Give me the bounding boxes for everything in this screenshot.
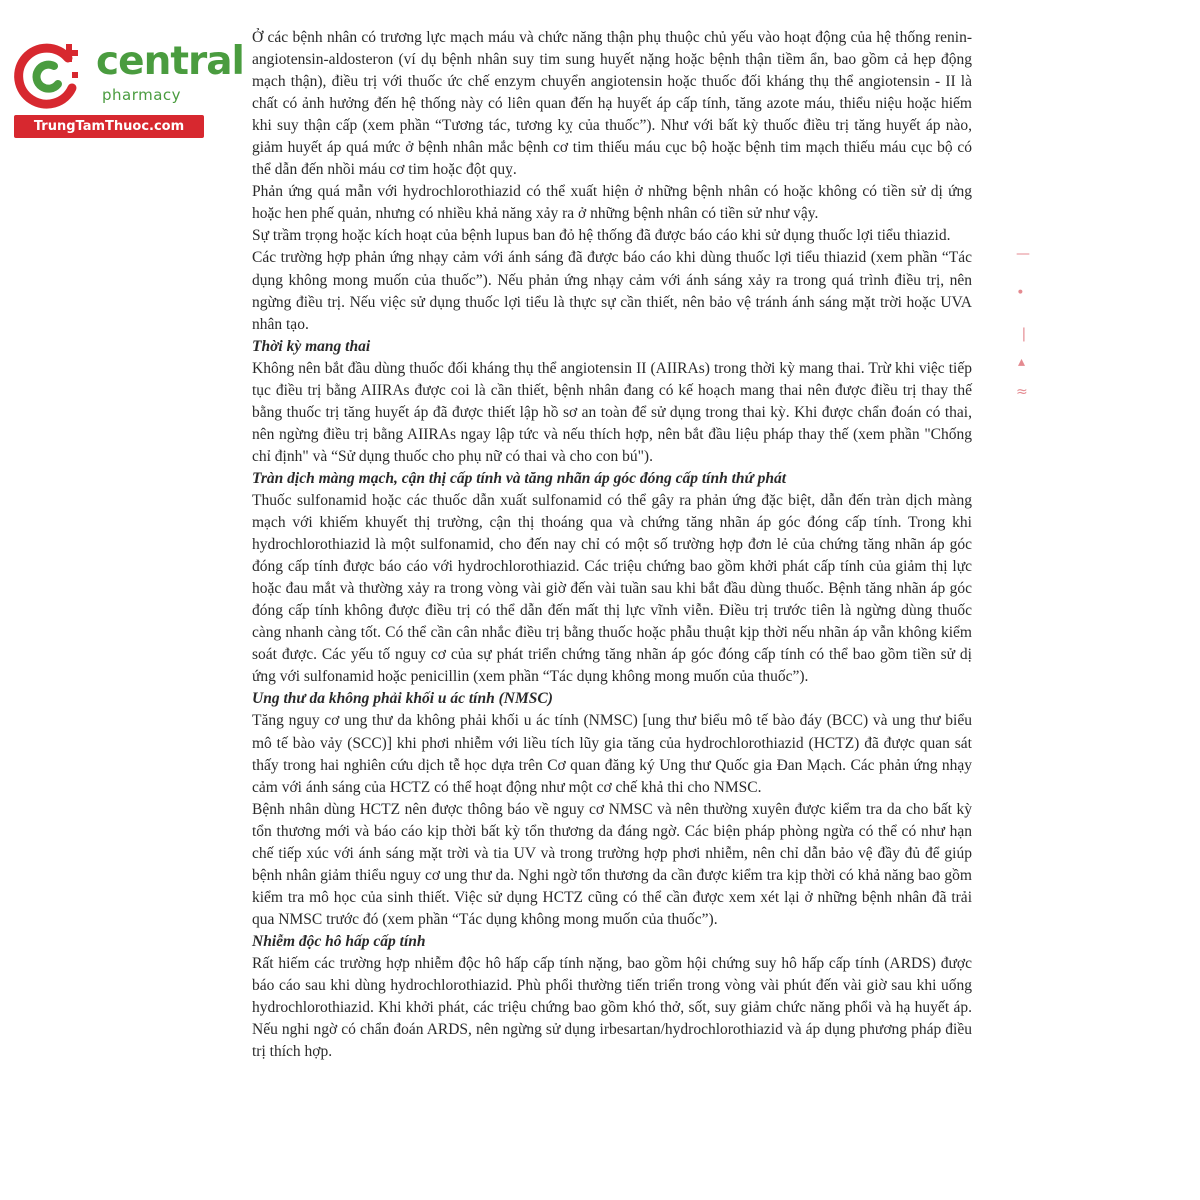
- page-edge-stamp-fragment: — ∙ ❘ ▴ ≈: [1016, 246, 1030, 400]
- section-heading-glaucoma: Tràn dịch màng mạch, cận thị cấp tính và tăng nhãn áp góc đóng cấp tính thứ phát: [252, 469, 787, 487]
- brand-logo[interactable]: [10, 34, 244, 138]
- paragraph: Sự trầm trọng hoặc kích hoạt của bệnh lupus ban đỏ hệ thống đã được báo cáo khi sử dụng thuốc lợi tiểu thiazid.: [252, 227, 951, 245]
- paragraph: Ở các bệnh nhân có trương lực mạch máu và chức năng thận phụ thuộc chủ yếu vào hoạt động của hệ thống renin-angiotensin-aldosteron (ví dụ bệnh nhân suy tim sung huyết nặng hoặc bệnh thận tiềm ẩn, bao gồm cả hẹp động mạch thận), điều trị với thuốc ức chế enzym chuyển angiotensin hoặc thuốc đối kháng thụ thể angiotensin - II là chất có ảnh hưởng đến hệ thống này có liên quan đến hạ huyết áp cấp tính, tăng azote máu, thiểu niệu hoặc hiếm khi suy thận cấp (xem phần “Tương tác, tương kỵ của thuốc”). Như với bất kỳ thuốc điều trị tăng huyết áp nào, giảm huyết áp quá mức ở bệnh nhân mắc bệnh cơ tim thiếu máu cục bộ hoặc bệnh tim mạch thiếu máu cục bộ có thể dẫn đến nhồi máu cơ tim hoặc đột quỵ.: [252, 29, 972, 179]
- brand-subtitle: pharmacy: [102, 86, 182, 104]
- central-pharmacy-logo-icon: [10, 36, 90, 116]
- paragraph: Phản ứng quá mẫn với hydrochlorothiazid có thể xuất hiện ở những bệnh nhân có hoặc không có tiền sử dị ứng hoặc hen phế quản, nhưng có nhiều khả năng xảy ra ở những bệnh nhân có tiền sử như vậy.: [252, 183, 972, 223]
- paragraph: Không nên bắt đầu dùng thuốc đối kháng thụ thể angiotensin II (AIIRAs) trong thời kỳ mang thai. Trừ khi việc tiếp tục điều trị bằng AIIRAs được coi là cần thiết, bệnh nhân đang có kế hoạch mang thai nên được điều trị thay thế bằng thuốc trị tăng huyết áp đã được thiết lập hồ sơ an toàn để sử dụng trong thai kỳ. Khi được chẩn đoán có thai, nên ngừng điều trị bằng AIIRAs ngay lập tức và nếu thích hợp, nên bắt đầu liệu pháp thay thế (xem phần "Chống chỉ định" và “Sử dụng thuốc cho phụ nữ có thai và cho con bú").: [252, 359, 972, 465]
- section-heading-pregnancy: Thời kỳ mang thai: [252, 337, 371, 355]
- paragraph: Rất hiếm các trường hợp nhiễm độc hô hấp cấp tính nặng, bao gồm hội chứng suy hô hấp cấp tính (ARDS) được báo cáo sau khi dùng hydrochlorothiazid. Phù phổi thường tiến triển trong vòng vài phút đến vài giờ sau khi uống hydrochlorothiazid. Khi khởi phát, các triệu chứng bao gồm khó thở, sốt, suy giảm chức năng phổi và hạ huyết áp. Nếu nghi ngờ có chẩn đoán ARDS, nên ngừng sử dụng irbesartan/hydrochlorothiazid và áp dụng phương pháp điều trị thích hợp.: [252, 954, 972, 1061]
- paragraph: Bệnh nhân dùng HCTZ nên được thông báo về nguy cơ NMSC và nên thường xuyên được kiểm tra da cho bất kỳ tổn thương mới và báo cáo kịp thời bất kỳ tổn thương da đáng ngờ. Các biện pháp phòng ngừa có thể có như hạn chế tiếp xúc với ánh sáng mặt trời và tia UV và trong trường hợp phơi nhiễm, nên chỉ dẫn bảo vệ đầy đủ để giúp bệnh nhân giảm thiểu nguy cơ ung thư da. Nghi ngờ tổn thương da cần được kiểm tra kịp thời có khả năng bao gồm kiểm tra mô học của sinh thiết. Việc sử dụng HCTZ cũng có thể cần được xem xét lại ở những bệnh nhân đã trải qua NMSC trước đó (xem phần “Tác dụng không mong muốn của thuốc”).: [252, 800, 972, 928]
- document-body: [252, 27, 972, 1063]
- brand-url[interactable]: TrungTamThuoc.com: [14, 115, 204, 138]
- paragraph: Thuốc sulfonamid hoặc các thuốc dẫn xuất sulfonamid có thể gây ra phản ứng đặc biệt, dẫn đến tràn dịch màng mạch với khiếm khuyết thị trường, cận thị thoáng qua và chứng tăng nhãn áp góc đóng cấp tính. Trong khi hydrochlorothiazid là một sulfonamid, cho đến nay chỉ có một số trường hợp đơn lẻ của chứng tăng nhãn áp góc đóng cấp tính được báo cáo với hydrochlorothiazid. Các triệu chứng bao gồm khởi phát cấp tính của giảm thị lực hoặc đau mắt và thường xảy ra trong vòng vài giờ đến vài tuần sau khi bắt đầu dùng thuốc. Bệnh tăng nhãn áp góc đóng cấp tính không được điều trị có thể dẫn đến mất thị lực vĩnh viễn. Điều trị trước tiên là ngừng dùng thuốc càng nhanh càng tốt. Có thể cần cân nhắc điều trị bằng thuốc hoặc phẫu thuật kịp thời nếu nhãn áp vẫn không kiểm soát được. Các yếu tố nguy cơ của sự phát triển chứng tăng nhãn áp góc đóng cấp tính có thể bao gồm tiền sử dị ứng với sulfonamid hoặc penicillin (xem phần “Tác dụng không mong muốn của thuốc”).: [252, 491, 972, 686]
- section-heading-respiratory: Nhiễm độc hô hấp cấp tính: [252, 932, 426, 950]
- paragraph: Tăng nguy cơ ung thư da không phải khối u ác tính (NMSC) [ung thư biểu mô tế bào đáy (BCC) và ung thư biểu mô tế bào vảy (SCC)] khi phơi nhiễm với liều tích lũy gia tăng của hydrochlorothiazid (HCTZ) đã được quan sát thấy trong hai nghiên cứu dịch tễ học dựa trên Cơ quan đăng ký Ung thư Quốc gia Đan Mạch. Các phản ứng nhạy cảm với ánh sáng của HCTZ có thể hoạt động như một cơ chế khả thi cho NMSC.: [252, 712, 972, 796]
- section-heading-nmsc: Ung thư da không phải khối u ác tính (NMSC): [252, 690, 553, 708]
- brand-name: central: [96, 39, 244, 84]
- paragraph: Các trường hợp phản ứng nhạy cảm với ánh sáng đã được báo cáo khi dùng thuốc lợi tiểu thiazid (xem phần “Tác dụng không mong muốn của thuốc”). Nếu phản ứng nhạy cảm với ánh sáng xảy ra trong quá trình điều trị, nên ngừng điều trị. Nếu việc sử dụng thuốc lợi tiểu là thực sự cần thiết, nên bảo vệ tránh ánh sáng mặt trời hoặc UVA nhân tạo.: [252, 249, 972, 333]
